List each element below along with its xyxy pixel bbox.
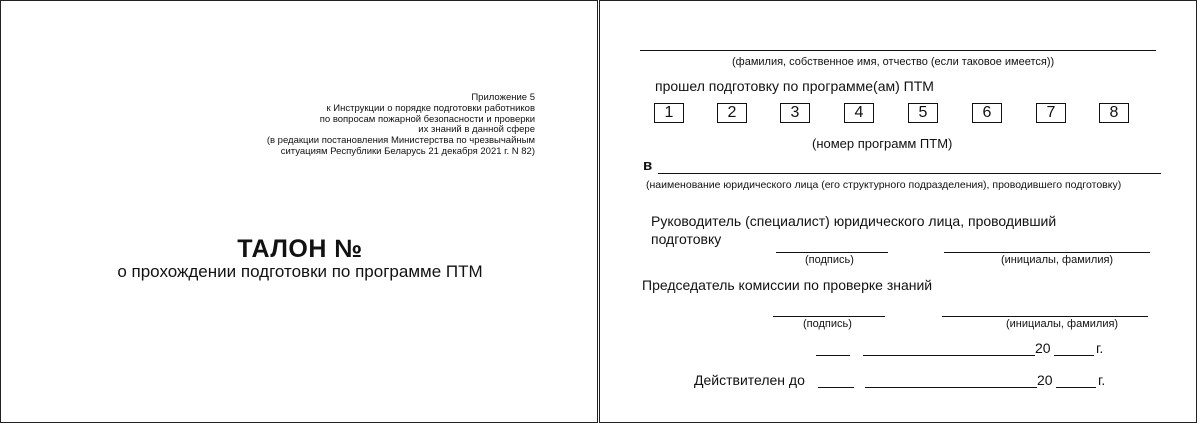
appendix-line: их знаний в данной сфере <box>418 124 535 136</box>
head-text-line2: подготовку <box>651 231 722 247</box>
appendix-note <box>245 93 535 158</box>
appendix-line: Приложение 5 <box>471 92 535 103</box>
chair-signature-line[interactable] <box>773 316 885 317</box>
fio-caption: (фамилия, собственное имя, отчество (если таковое имеется)) <box>732 56 1055 68</box>
valid-day-line[interactable] <box>818 387 854 388</box>
appendix-line: к Инструкции о порядке подготовки работников <box>326 102 535 114</box>
valid-month-line[interactable] <box>865 387 1037 388</box>
document-subtitle: о прохождении подготовки по программе ПТМ <box>117 262 483 281</box>
program-box-7[interactable]: 7 <box>1036 103 1066 123</box>
date-month-line[interactable] <box>863 355 1035 356</box>
chair-initials-line[interactable] <box>942 316 1148 317</box>
program-box-8[interactable]: 8 <box>1099 103 1129 123</box>
chair-text: Председатель комиссии по проверке знаний <box>642 277 933 293</box>
program-box-2[interactable]: 2 <box>717 103 747 123</box>
date-year-suffix: г. <box>1096 340 1104 356</box>
program-box-6[interactable]: 6 <box>972 103 1002 123</box>
chair-initials-caption: (инициалы, фамилия) <box>1006 318 1119 330</box>
head-signature-line[interactable] <box>776 252 888 253</box>
fio-line[interactable] <box>640 50 1156 51</box>
head-signature-caption: (подпись) <box>805 254 854 266</box>
program-box-3[interactable]: 3 <box>780 103 810 123</box>
document-title: ТАЛОН № <box>237 235 363 263</box>
head-initials-line[interactable] <box>944 252 1150 253</box>
chair-signature-caption: (подпись) <box>803 318 852 330</box>
valid-year-suffix: г. <box>1098 372 1106 388</box>
valid-year-line[interactable] <box>1056 387 1096 388</box>
head-initials-caption: (инициалы, фамилия) <box>1001 254 1114 266</box>
appendix-line: по вопросам пожарной безопасности и проверки <box>319 113 535 125</box>
date-year-line[interactable] <box>1054 355 1094 356</box>
appendix-line: ситуациям Республики Беларусь 21 декабря 2021 г. N 82) <box>280 145 535 157</box>
passed-text: прошел подготовку по программе(ам) ПТМ <box>655 78 934 94</box>
in-label: в <box>643 157 653 174</box>
appendix-line: (в редакции постановления Министерства по чрезвычайным <box>266 135 535 147</box>
date-year-prefix: 20 <box>1035 340 1051 356</box>
org-caption: (наименование юридического лица (его структурного подразделения), проводившего подготовку) <box>646 179 1122 191</box>
date-day-line[interactable] <box>816 355 850 356</box>
program-box-1[interactable]: 1 <box>654 103 684 123</box>
valid-until-label: Действителен до <box>694 372 805 388</box>
programs-caption: (номер программ ПТМ) <box>812 136 953 151</box>
head-text-line1: Руководитель (специалист) юридического лица, проводивший <box>651 213 1057 229</box>
program-box-5[interactable]: 5 <box>908 103 938 123</box>
org-line[interactable] <box>658 173 1161 174</box>
left-page <box>0 0 598 423</box>
right-page <box>599 0 1197 423</box>
valid-year-prefix: 20 <box>1037 372 1053 388</box>
program-box-4[interactable]: 4 <box>844 103 874 123</box>
